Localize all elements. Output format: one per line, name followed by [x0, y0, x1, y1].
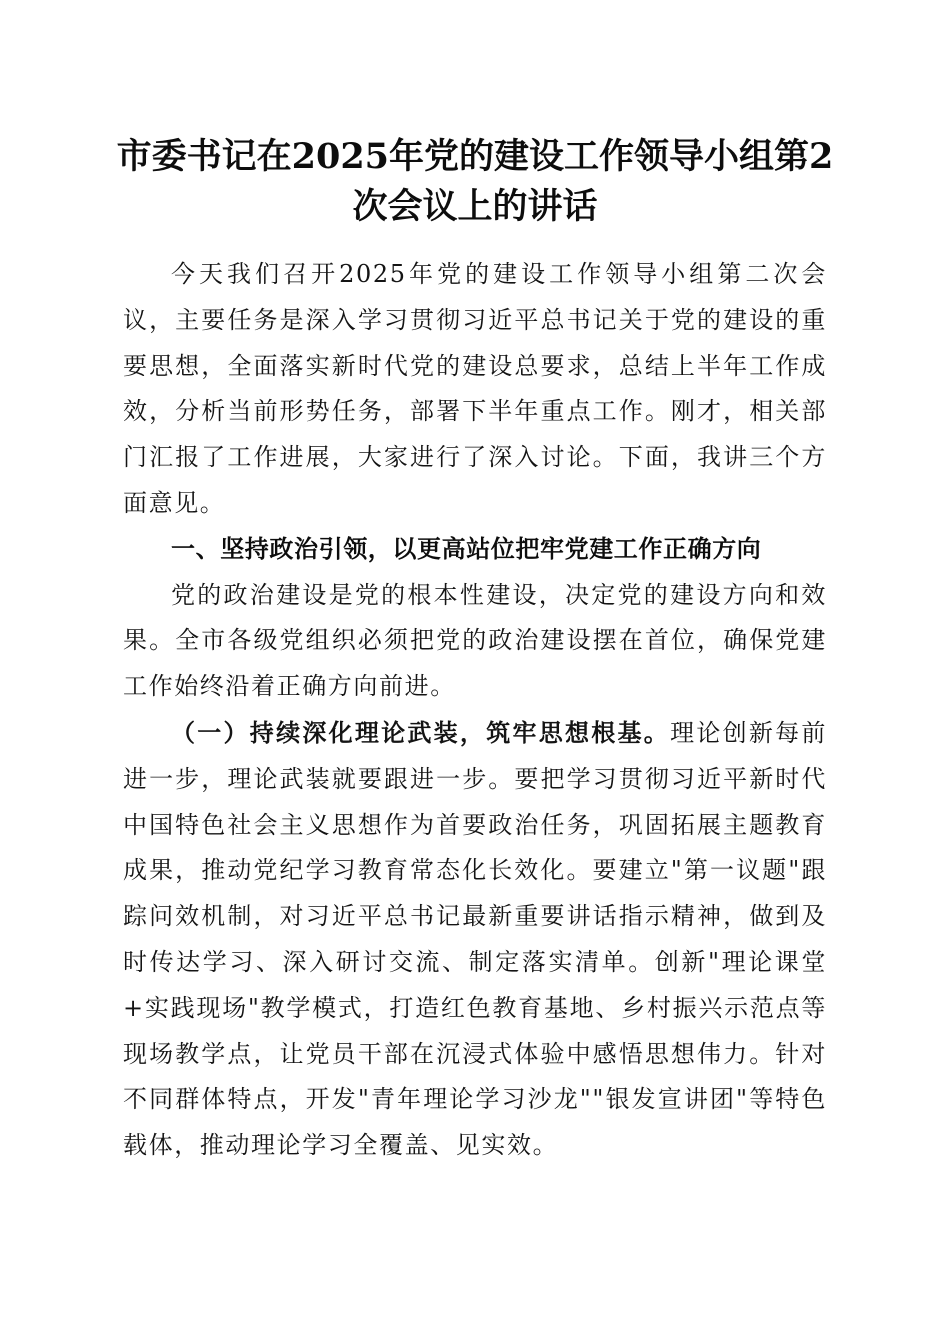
item-1-title: （一）持续深化理论武装，筑牢思想根基。: [171, 717, 671, 747]
item-1-body: 理论创新每前进一步，理论武装就要跟进一步。要把学习贯彻习近平新时代中国特色社会主义思想作为首要政治任务，巩固拓展主题教育成果，推动党纪学习教育常态化长效化。要建立"第一议题"跟踪问效机制，对习近平总书记最新重要讲话指示精神，做到及时传达学习、深入研讨交流、制定落实清单。创新"理论课堂+实践现场"教学模式，打造红色教育基地、乡村振兴示范点等现场教学点，让党员干部在沉浸式体验中感悟思想伟力。针对不同群体特点，开发"青年理论学习沙龙""银发宣讲团"等特色载体，推动理论学习全覆盖、见实效。: [123, 718, 827, 1160]
document-title: 市委书记在2025年党的建设工作领导小组第2次会议上的讲话: [116, 136, 834, 227]
document-body: [123, 252, 827, 1169]
section-heading-1: 一、坚持政治引领，以更高站位把牢党建工作正确方向: [171, 534, 762, 563]
item-1-paragraph: [123, 710, 827, 1169]
section-1-paragraph: 党的政治建设是党的根本性建设，决定党的建设方向和效果。全市各级党组织必须把党的政治建设摆在首位，确保党建工作始终沿着正确方向前进。: [123, 580, 827, 701]
intro-paragraph: 今天我们召开2025年党的建设工作领导小组第二次会议，主要任务是深入学习贯彻习近平总书记关于党的建设的重要思想，全面落实新时代党的建设总要求，总结上半年工作成效，分析当前形势任务，部署下半年重点工作。刚才，相关部门汇报了工作进展，大家进行了深入讨论。下面，我讲三个方面意见。: [123, 260, 827, 517]
